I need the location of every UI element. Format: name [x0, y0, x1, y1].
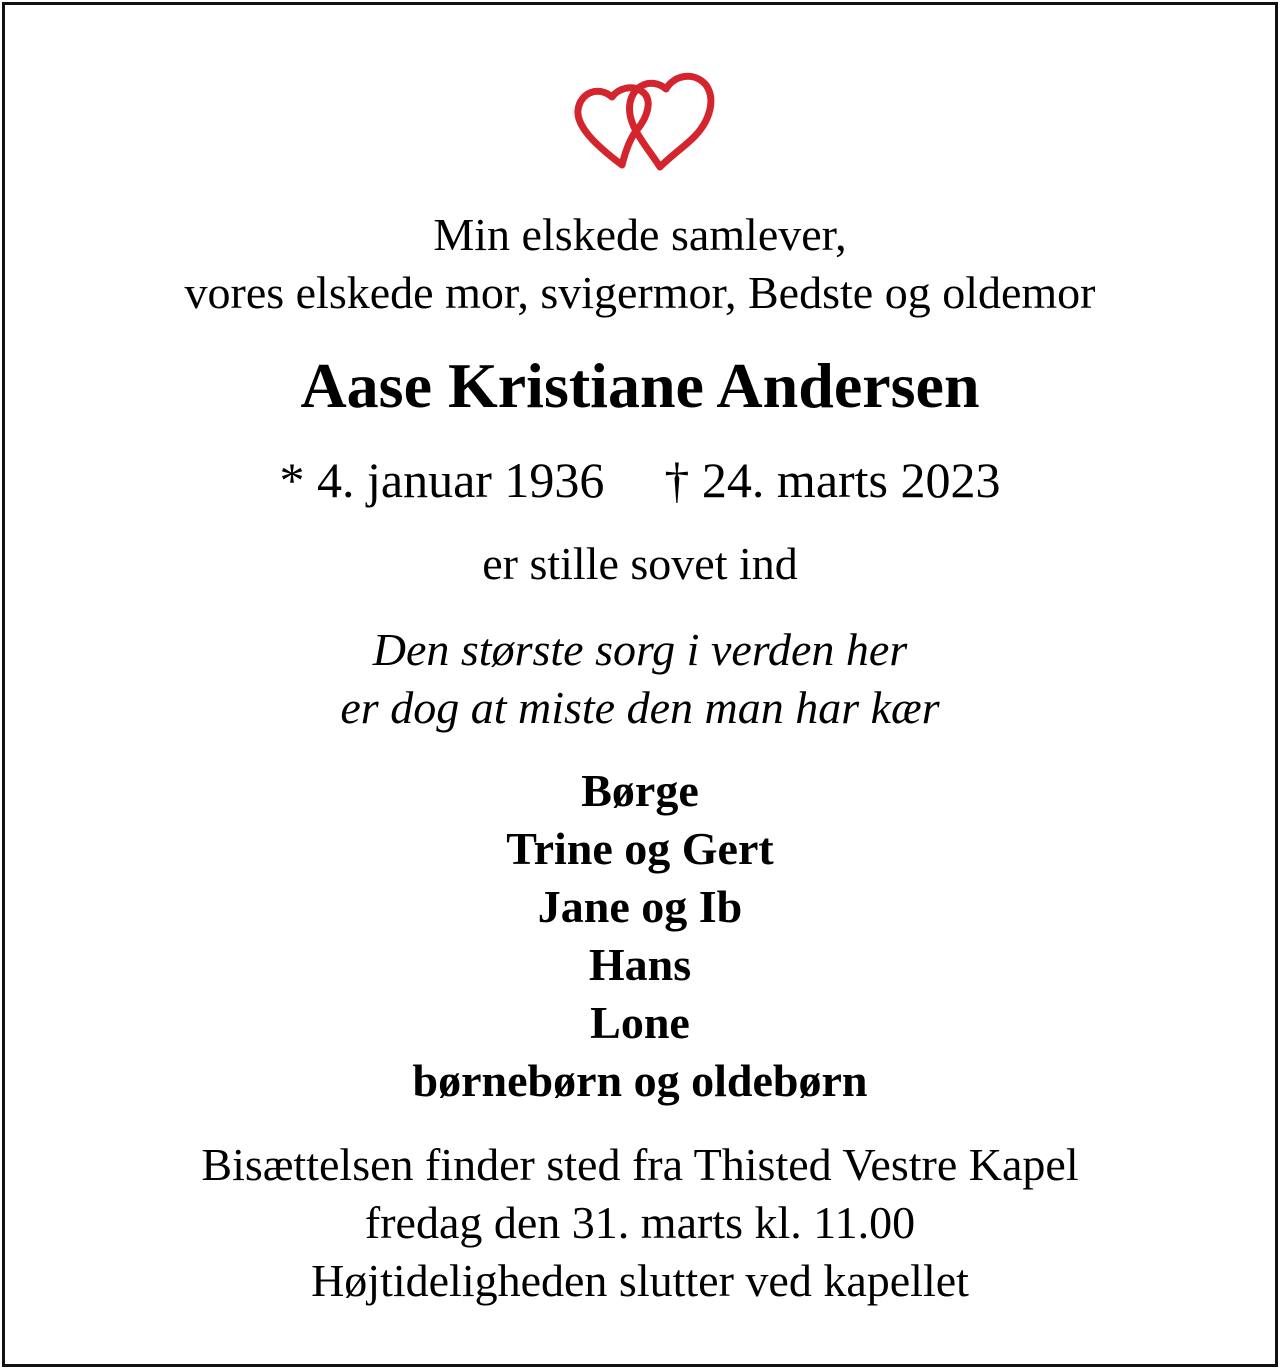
verse-line-2: er dog at miste den man har kær — [340, 682, 940, 733]
family-name-2: Trine og Gert — [506, 823, 774, 874]
ceremony-line-1: Bisættelsen finder sted fra Thisted Vestre Kapel — [201, 1139, 1079, 1190]
family-name-1: Børge — [581, 765, 699, 816]
intro-line-2: vores elskede mor, svigermor, Bedste og oldemor — [184, 267, 1096, 318]
status-line: er stille sovet ind — [482, 538, 798, 589]
family-name-4: Hans — [588, 939, 692, 990]
family-name-3: Jane og Ib — [537, 881, 743, 932]
death-date: † 24. marts 2023 — [664, 452, 1001, 508]
verse-line-1: Den største sorg i verden her — [372, 624, 908, 675]
family-name-6: børnebørn og oldebørn — [412, 1055, 868, 1106]
ceremony-line-3: Højtideligheden slutter ved kapellet — [311, 1255, 969, 1306]
intertwined-hearts-icon — [570, 65, 720, 175]
deceased-name: Aase Kristiane Andersen — [300, 350, 980, 421]
family-name-5: Lone — [590, 997, 690, 1048]
life-dates — [5, 452, 1275, 508]
intro-line-1: Min elskede samlever, — [433, 209, 847, 260]
obituary-notice — [2, 2, 1278, 1367]
ceremony-line-2: fredag den 31. marts kl. 11.00 — [364, 1197, 916, 1248]
birth-date: * 4. januar 1936 — [279, 452, 605, 508]
